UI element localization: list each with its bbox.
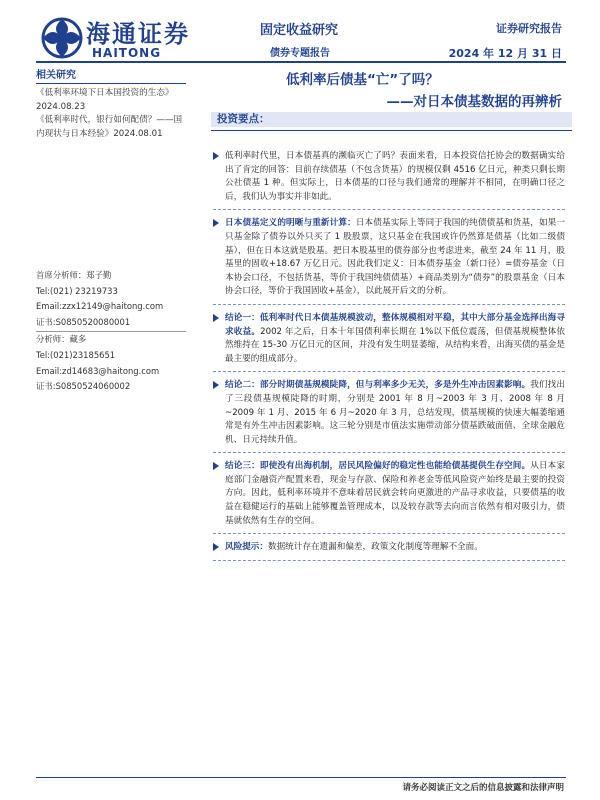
bullet-arrow-icon	[213, 462, 219, 470]
related-research-title: 相关研究	[36, 66, 186, 84]
dashed-divider	[213, 209, 565, 210]
bullet-arrow-icon	[213, 543, 219, 551]
dashed-divider	[213, 304, 565, 305]
key-point	[213, 379, 565, 447]
related-item-date: 2024.08.23	[36, 101, 86, 112]
dashed-divider	[213, 533, 565, 534]
key-point-text: 我们找出了三段债基规模陡降的时期，分别是 2001 年 8 月~2003 年 3 月、2008 年 8 月~2009 年 1 月、2015 年 6 月~2020 年 3 月，总结发现，债基规模的快速大幅萎缩通常是有外生冲击因素影响。这三轮分别是市值法实施带动部分债基跌破面值、全球金融危机、日元持续升值。	[225, 380, 565, 445]
dashed-divider	[213, 560, 565, 561]
related-research	[36, 66, 186, 141]
related-item[interactable]: 《低利率时代，银行如何配债？——国内现状与日本经验》2024.08.01	[36, 115, 183, 139]
footer-disclaimer: 请务必阅读正文之后的信息披露和法律声明	[402, 783, 564, 793]
key-point-text: 低利率时代里，日本债基真的濒临灭亡了吗？表面来看，日本投资信托协会的数据确实给出了肯定的回答：目前存续债基（不包含货基）的规模仅剩 4516 亿日元，种类只剩长期公社债基 1 种。但实际上，日本债基的口径与我们通常的理解并不相同，在明确口径之后，我们认为事实并非如此。	[225, 151, 565, 202]
key-point-lead: 结论一：低利率时代日本债基规模波动，整体规模相对平稳，其中大部分基金选择出海寻求收益。	[225, 312, 565, 337]
key-point-lead: 日本债基定义的明晰与重新计算：	[225, 218, 356, 229]
key-point-text: 日本债基实际上等同于我国的纯债债基和货基，如果一只基金除了债券以外只买了 1 股股票，这只基金在我国或许仍然算是债基（比如二级债基），但在日本这就是股基。把日本股基里的债券部分也考虑进来，截至 24 年 11 月，股基里的固收+18.67 万亿日元。因此我们定义：日本债券基金（新口径）=债券基金（日本协会口径，不包括货基，等价于我国纯债债基）+商品类别为“债券”的股票基金（日本协会口径，等价于我国固收+基金），以此展开后文的分析。	[225, 218, 565, 297]
analyst-tel: Tel:(021)23185651	[36, 349, 116, 360]
haitong-logo-icon	[40, 16, 84, 60]
dashed-divider	[213, 452, 565, 453]
analyst-email[interactable]: Email:zd14683@haitong.com	[36, 365, 160, 376]
analyst-cert: 证书:S0850524060002	[36, 381, 131, 392]
key-point	[213, 150, 565, 204]
report-subtitle: ——对日本债基数据的再辨析	[386, 94, 562, 110]
related-item[interactable]: 《低利率环境下日本国投资的生态》	[36, 88, 174, 98]
key-point	[213, 541, 565, 555]
key-point-lead: 风险提示：	[225, 542, 268, 553]
bullet-arrow-icon	[213, 152, 219, 160]
analyst-email[interactable]: Email:zzx12149@haitong.com	[36, 301, 164, 312]
header-divider	[36, 61, 566, 63]
key-point	[213, 460, 565, 528]
key-point	[213, 217, 565, 299]
key-point-text: 从日本家庭部门金融资产配置来看，现金与存款、保险和养老金等低风险资产始终是最主要的投资方向。因此，低利率环境并不意味着居民就会转向更激进的产品寻求收益，只要债基的收益在稳健运行的基础上能够覆盖管理成本，以及较存款等去向而言依然有相对吸引力，债基就依然有生存的空间。	[225, 461, 565, 526]
key-point-lead: 结论二：部分时期债基规模陡降，但与利率多少无关，多是外生冲击因素影响。	[225, 380, 531, 391]
analyst-name: 首席分析师：郑子勤	[36, 270, 112, 280]
key-points-body	[213, 150, 565, 568]
footer-divider	[36, 777, 566, 778]
bullet-arrow-icon	[213, 381, 219, 389]
key-points-divider	[211, 130, 572, 131]
report-subcategory: 债券专题报告	[270, 48, 330, 59]
analyst-tel: Tel:(021) 23219733	[36, 285, 118, 296]
bullet-arrow-icon	[213, 219, 219, 227]
key-point	[213, 312, 565, 366]
logo-english-name: HAITONG	[92, 46, 162, 60]
analyst-cert: 证书:S0850520080001	[36, 316, 131, 327]
key-point-lead: 结论三：即使没有出海机制，居民风险偏好的稳定性也能给债基提供生存空间。	[225, 461, 531, 472]
key-points-heading: 投资要点：	[211, 112, 572, 127]
report-title: 低利率后债基“亡”了吗？	[286, 72, 439, 88]
logo-chinese-name: 海通证券	[86, 19, 190, 48]
key-point-text: 2002 年之后，日本十年国债利率长期在 1%以下低位震荡，但债基规模整体依然维持在 15-30 万亿日元的区间，并没有发生明显萎缩，从结构来看，出海买债的基金是最主要的组成部分。	[225, 326, 565, 364]
key-point-text: 数据统计存在遗漏和偏差，政策文化制度等理解不全面。	[267, 542, 483, 553]
bullet-arrow-icon	[213, 314, 219, 322]
report-date: 2024 年 12 月 31 日	[448, 47, 562, 60]
report-category: 固定收益研究	[260, 23, 339, 38]
analyst-block	[36, 268, 186, 395]
analyst-name: 分析师：藏多	[36, 334, 87, 345]
report-kind: 证券研究报告	[496, 22, 562, 35]
dashed-divider	[213, 371, 565, 372]
